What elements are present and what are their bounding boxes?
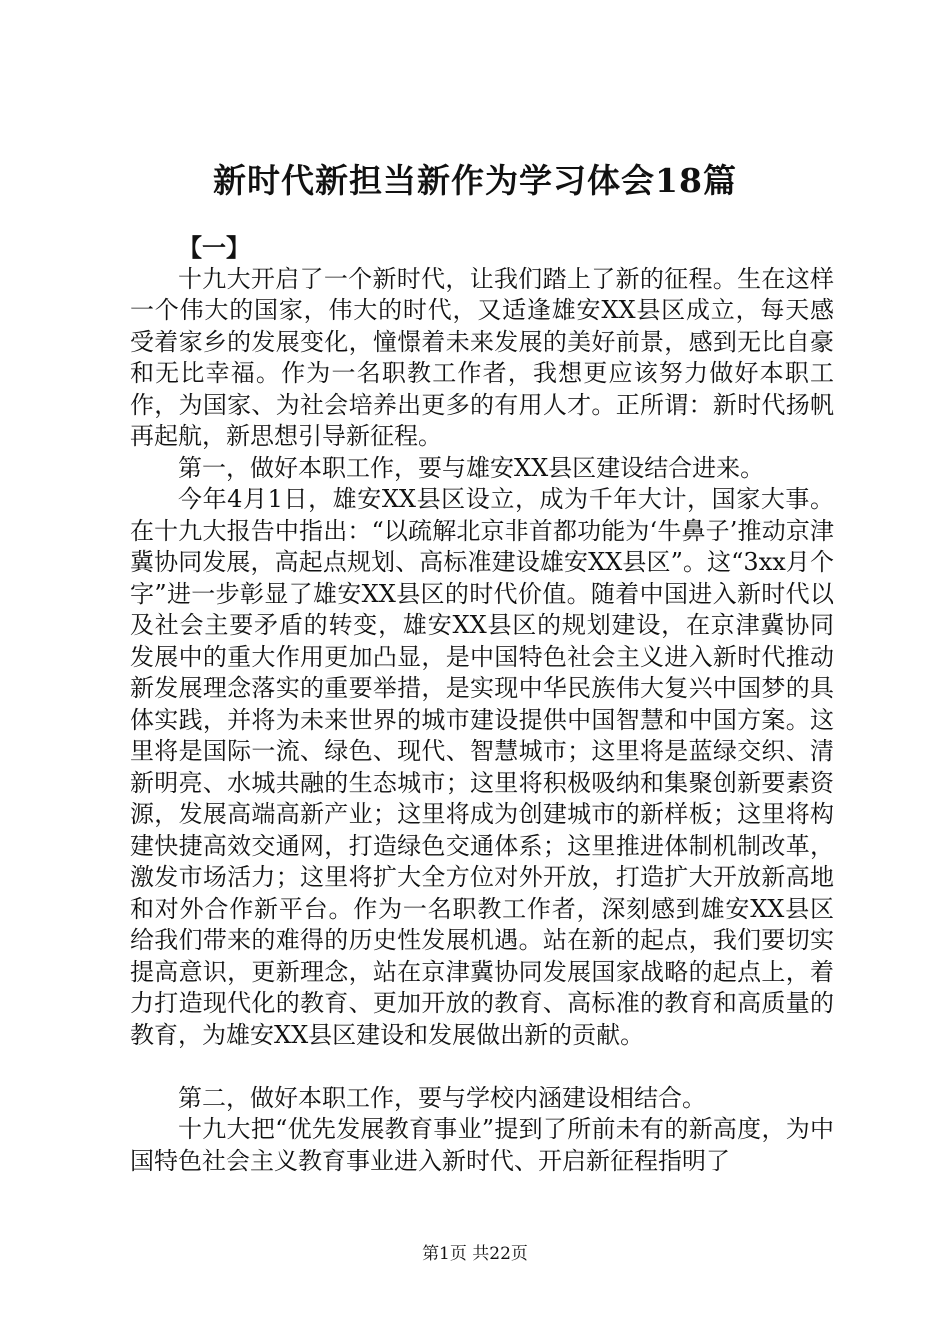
document-body [130,232,834,1177]
section-mark: 【一】 [178,233,250,262]
document-title: 新时代新担当新作为学习体会18篇 [213,161,737,200]
paragraph-education: 十九大把“优先发展教育事业”提到了所前未有的新高度，为中国特色社会主义教育事业进入新时代、开启新征程指明了 [130,1115,834,1175]
paragraph-intro: 十九大开启了一个新时代，让我们踏上了新的征程。生在这样一个伟大的国家，伟大的时代，又适逢雄安XX县区成立，每天感受着家乡的发展变化，憧憬着未来发展的美好前景，感到无比自豪和无比幸福。作为一名职教工作者，我想更应该努力做好本职工作，为国家、为社会培养出更多的有用人才。正所谓：新时代扬帆再起航，新思想引导新征程。 [130,264,834,450]
page-footer: 第1页 共22页 [422,1244,528,1264]
paragraph-gap [130,1051,834,1083]
paragraph-xiongan: 今年4月1日，雄安XX县区设立，成为千年大计，国家大事。在十九大报告中指出：“以疏解北京非首都功能为‘牛鼻子’推动京津冀协同发展，高起点规划、高标准建设雄安XX县区”。这“3xx月个字”进一步彰显了雄安XX县区的时代价值。随着中国进入新时代以及社会主要矛盾的转变，雄安XX县区的规划建设，在京津冀协同发展中的重大作用更加凸显，是中国特色社会主义进入新时代推动新发展理念落实的重要举措，是实现中华民族伟大复兴中国梦的具体实践，并将为未来世界的城市建设提供中国智慧和中国方案。这里将是国际一流、绿色、现代、智慧城市；这里将是蓝绿交织、清新明亮、水城共融的生态城市；这里将积极吸纳和集聚创新要素资源，发展高端高新产业；这里将成为创建城市的新样板；这里将构建快捷高效交通网，打造绿色交通体系；这里推进体制机制改革，激发市场活力；这里将扩大全方位对外开放，打造扩大开放新高地和对外合作新平台。作为一名职教工作者，深刻感到雄安XX县区给我们带来的难得的历史性发展机遇。站在新的起点，我们要切实提高意识，更新理念，站在京津冀协同发展国家战略的起点上，着力打造现代化的教育、更加开放的教育、高标准的教育和高质量的教育，为雄安XX县区建设和发展做出新的贡献。 [130,485,834,1049]
paragraph-point-one-heading: 第一，做好本职工作，要与雄安XX县区建设结合进来。 [178,453,765,482]
paragraph-point-two-heading: 第二，做好本职工作，要与学校内涵建设相结合。 [178,1083,706,1112]
